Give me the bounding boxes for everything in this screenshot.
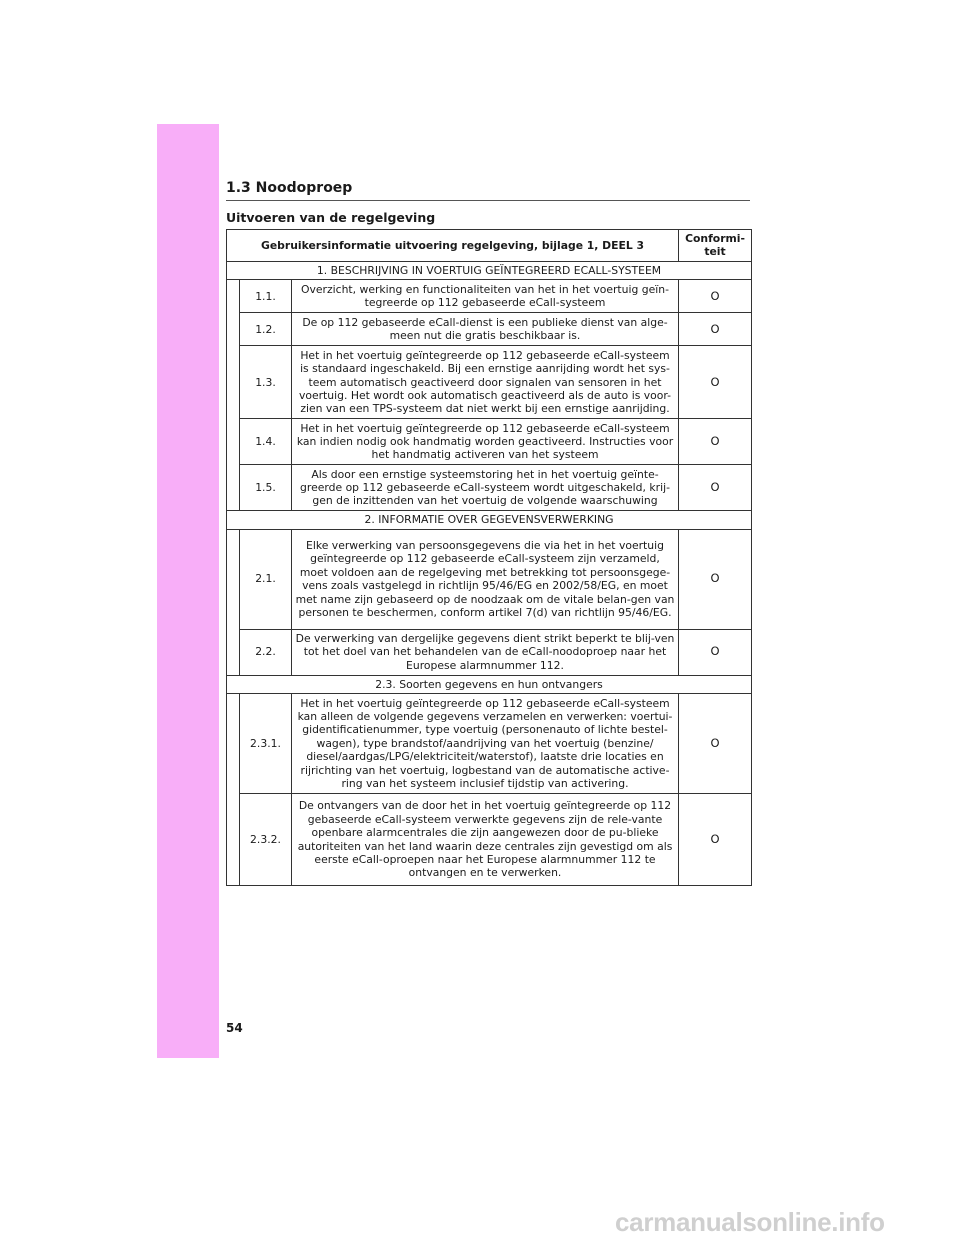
row-conformity: O <box>679 313 752 346</box>
table-row <box>227 346 752 419</box>
row-text: Als door een ernstige systeemstoring het in het voertuig geïnte-greerde op 112 gebaseerde eCall-systeem wordt uitgeschakeld, krij-gen de inzittenden van het voertuig de volgende waarschuwing <box>292 465 679 511</box>
row-number: 2.2. <box>240 629 292 675</box>
section-heading: 2.3. Soorten gegevens en hun ontvangers <box>227 675 752 693</box>
table-row <box>227 465 752 511</box>
indent-cell <box>227 280 240 511</box>
chapter-side-tab <box>157 124 219 1058</box>
row-conformity: O <box>679 280 752 313</box>
table-row <box>227 529 752 629</box>
row-number: 2.3.1. <box>240 694 292 794</box>
table-row <box>227 419 752 465</box>
col-header-main: Gebruikersinformatie uitvoering regelgeving, bijlage 1, DEEL 3 <box>227 230 679 262</box>
section-title-row <box>227 511 752 529</box>
row-conformity: O <box>679 346 752 419</box>
table-row <box>227 280 752 313</box>
row-text: Elke verwerking van persoonsgegevens die via het in het voertuig geïntegreerde op 112 gebaseerde eCall-systeem zijn verzameld, moet voldoen aan de regelgeving met betrekking tot persoonsgege-vens zoals vastgelegd in richtlijn 95/46/EG en 2002/58/EG, en moet met name zijn gebaseerd op de noodzaak om de vitale belan-gen van personen te beschermen, conform artikel 7(d) van richtlijn 95/46/EG. <box>292 529 679 629</box>
row-conformity: O <box>679 529 752 629</box>
row-number: 1.2. <box>240 313 292 346</box>
section-title: 1.3 Noodoproep <box>226 179 750 201</box>
row-number: 1.5. <box>240 465 292 511</box>
row-number: 1.4. <box>240 419 292 465</box>
row-text: De op 112 gebaseerde eCall-dienst is een publieke dienst van alge-meen nut die gratis beschikbaar is. <box>292 313 679 346</box>
row-conformity: O <box>679 694 752 794</box>
row-text: De ontvangers van de door het in het voertuig geïntegreerde op 112 gebaseerde eCall-systeem verwerkte gegevens zijn de rele-vante openbare alarmcentrales die zijn aangewezen door de pu-blieke autoriteiten van het land waarin deze centrales zijn gevestigd om als eerste eCall-oproepen naar het Europese alarmnummer 112 te ontvangen en te verwerken. <box>292 794 679 886</box>
table-row <box>227 313 752 346</box>
indent-cell <box>227 529 240 675</box>
table-header-row <box>227 230 752 262</box>
row-text: Overzicht, werking en functionaliteiten van het in het voertuig geïn-tegreerde op 112 gebaseerde eCall-systeem <box>292 280 679 313</box>
table-row <box>227 794 752 886</box>
row-text: Het in het voertuig geïntegreerde op 112 gebaseerde eCall-systeem is standaard ingeschakeld. Bij een ernstige aanrijding wordt het sys-teem automatisch geactiveerd door signalen van sensoren in het voertuig. Het wordt ook automatisch geactiveerd als de auto is voor-zien van een TPS-systeem dat niet werkt bij een ernstige aanrijding. <box>292 346 679 419</box>
sub-title: Uitvoeren van de regelgeving <box>226 210 436 225</box>
table-row <box>227 629 752 675</box>
row-conformity: O <box>679 465 752 511</box>
table-row <box>227 694 752 794</box>
row-text: De verwerking van dergelijke gegevens dient strikt beperkt te blij-ven tot het doel van het behandelen van de eCall-noodoproep naar het Europese alarmnummer 112. <box>292 629 679 675</box>
row-number: 1.3. <box>240 346 292 419</box>
section-title-row <box>227 675 752 693</box>
regulation-table <box>226 229 752 886</box>
row-conformity: O <box>679 629 752 675</box>
indent-cell <box>227 694 240 886</box>
row-number: 2.3.2. <box>240 794 292 886</box>
section-title-row <box>227 261 752 279</box>
row-conformity: O <box>679 419 752 465</box>
col-header-conformity: Conformi-teit <box>679 230 752 262</box>
watermark: carmanualsonline.info <box>615 1207 885 1237</box>
row-number: 1.1. <box>240 280 292 313</box>
section-heading: 1. BESCHRIJVING IN VOERTUIG GEÏNTEGREERD ECALL-SYSTEEM <box>227 261 752 279</box>
section-heading: 2. INFORMATIE OVER GEGEVENSVERWERKING <box>227 511 752 529</box>
row-text: Het in het voertuig geïntegreerde op 112 gebaseerde eCall-systeem kan indien nodig ook handmatig worden geactiveerd. Instructies voor het handmatig activeren van het systeem <box>292 419 679 465</box>
page-number: 54 <box>226 1021 243 1035</box>
row-conformity: O <box>679 794 752 886</box>
row-text: Het in het voertuig geïntegreerde op 112 gebaseerde eCall-systeem kan alleen de volgende gegevens verzamelen en verwerken: voertui-gidentificatienummer, type voertuig (personenauto of lichte bestel-wagen), type brandstof/aandrijving van het voertuig (benzine/ diesel/aardgas/LPG/elektriciteit/waterstof), laatste drie locaties en rijrichting van het voertuig, logbestand van de automatische active-ring van het systeem inclusief tijdstip van activering. <box>292 694 679 794</box>
row-number: 2.1. <box>240 529 292 629</box>
